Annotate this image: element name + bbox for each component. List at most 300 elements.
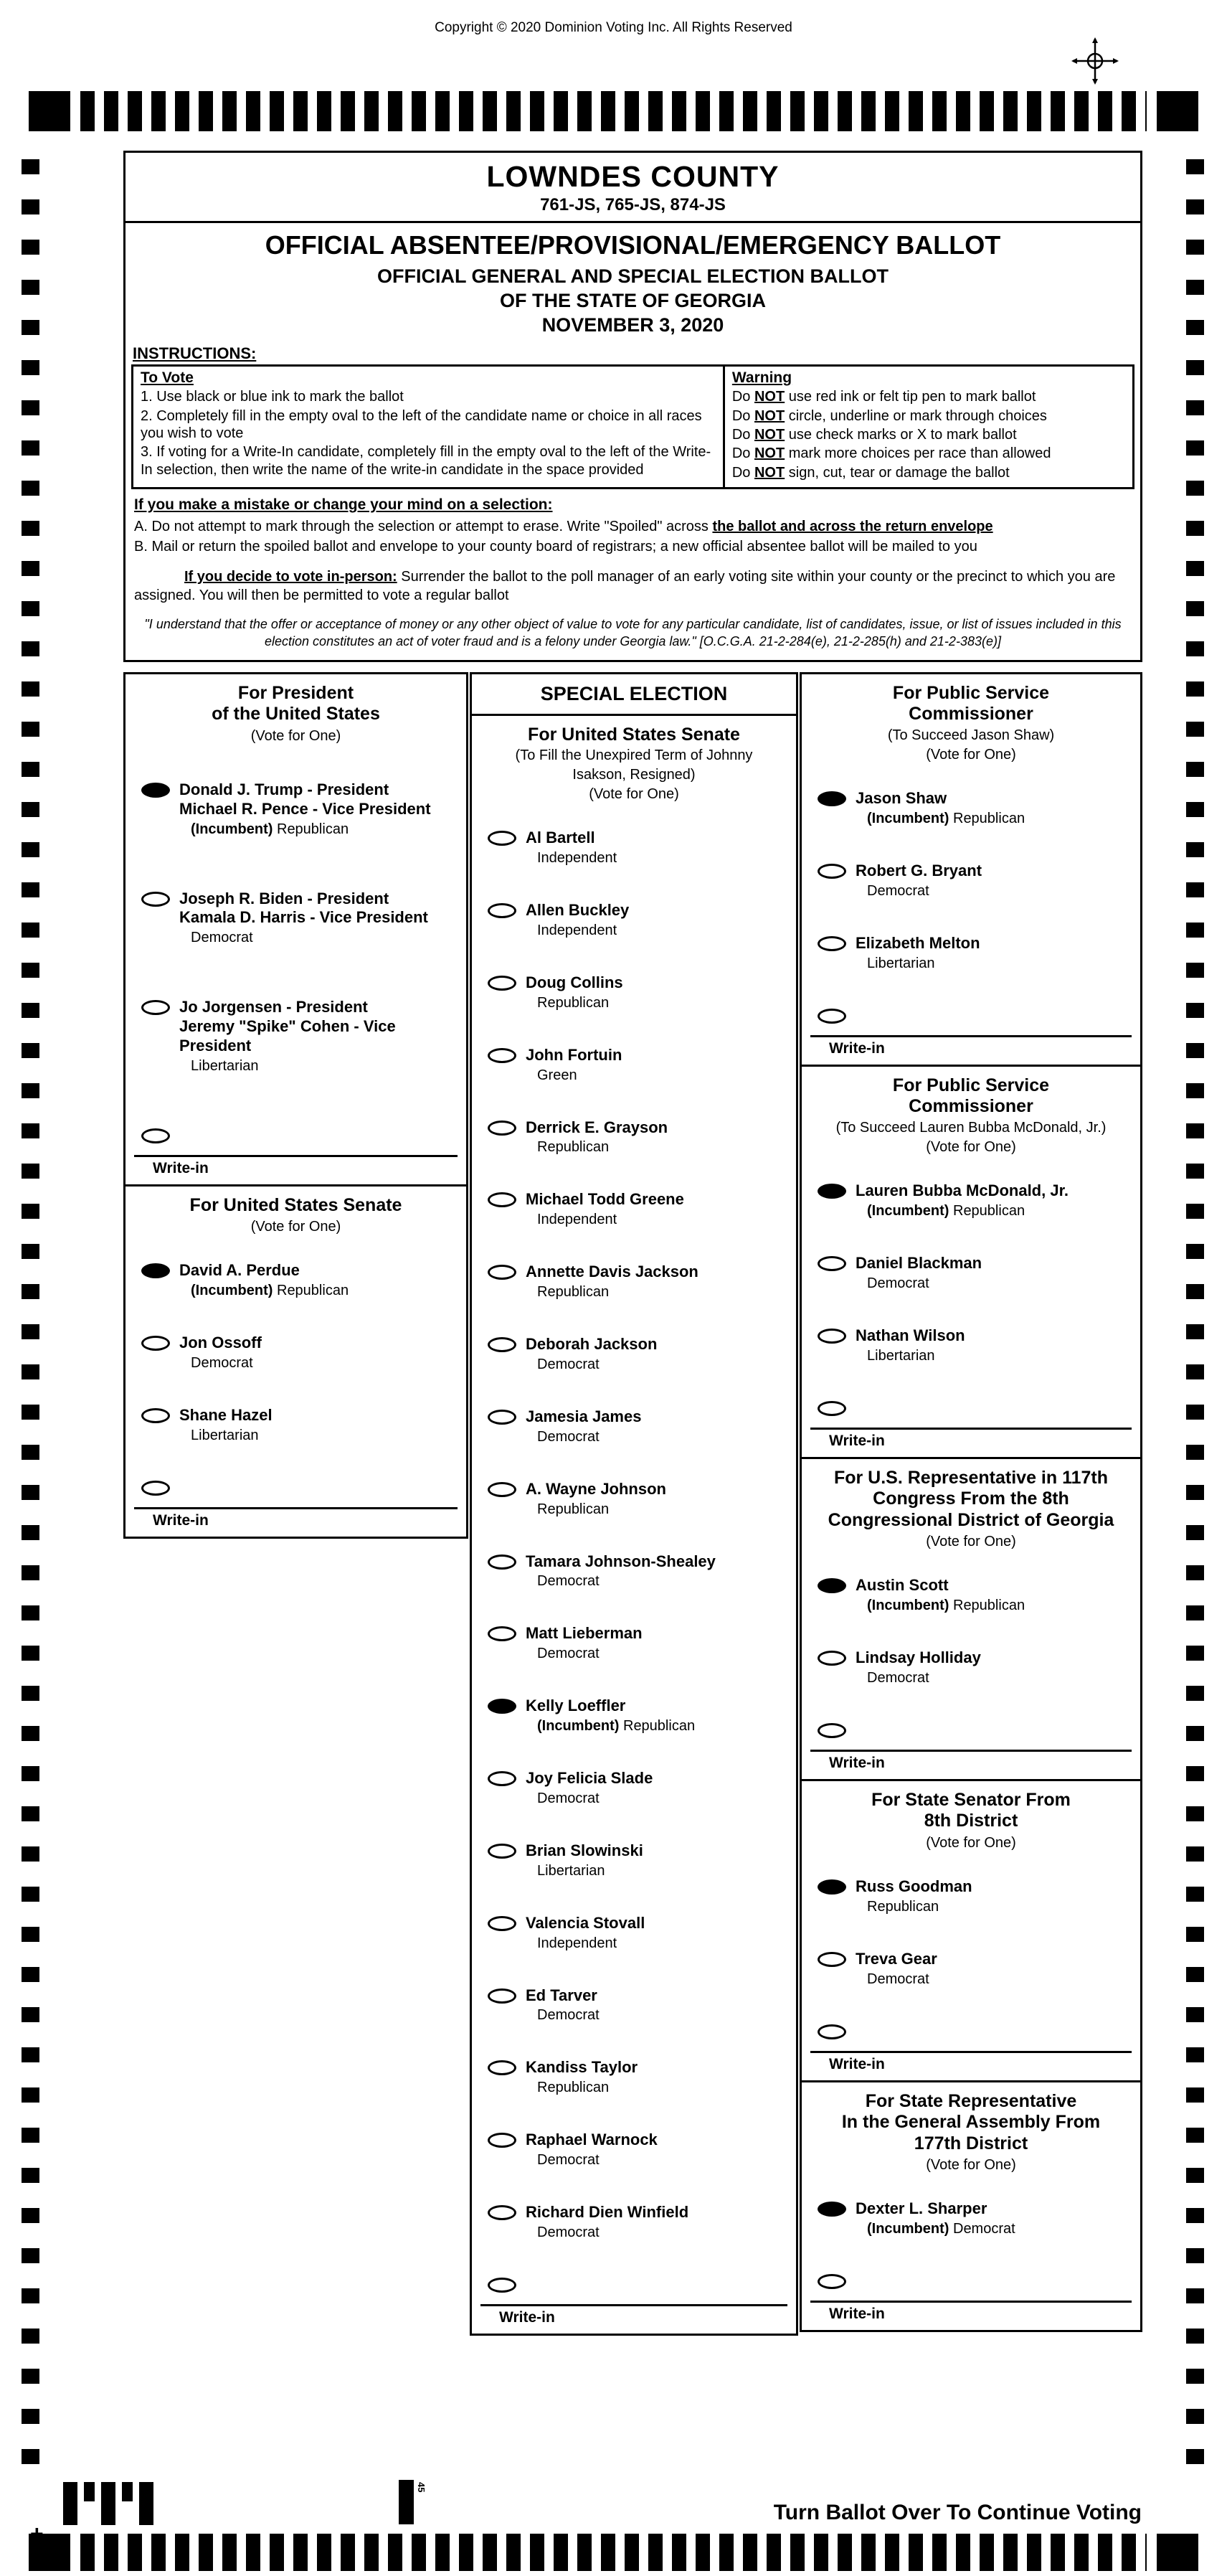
candidate-party: Democrat xyxy=(867,883,929,900)
stub-barcode xyxy=(63,2482,160,2525)
candidate-row xyxy=(141,998,466,1074)
timing-marks-top xyxy=(29,91,1198,131)
candidate-row xyxy=(488,2203,796,2241)
write-in-row xyxy=(141,1126,466,1143)
candidate-party: Libertarian xyxy=(191,1057,259,1074)
candidate-party: (Incumbent) Republican xyxy=(537,1718,696,1735)
candidate-row xyxy=(141,890,466,947)
write-in-oval[interactable] xyxy=(141,1128,170,1143)
vote-for-instruction: (Vote for One) xyxy=(926,1534,1016,1550)
vote-for-instruction: (Vote for One) xyxy=(589,786,679,803)
ballot-oval-empty[interactable] xyxy=(141,1000,170,1015)
instructions-label: INSTRUCTIONS: xyxy=(133,344,257,363)
contest-candidates xyxy=(802,1854,1140,2039)
contest-header xyxy=(125,674,466,747)
contest-title: For Public Service xyxy=(892,1075,1050,1095)
candidate-row xyxy=(488,1046,796,1084)
vote-for-instruction: (Vote for One) xyxy=(926,747,1016,763)
candidate-party: (Incumbent) Republican xyxy=(191,821,349,837)
candidate-text xyxy=(526,1769,657,1807)
candidate-row xyxy=(141,780,466,838)
ballot-oval-empty[interactable] xyxy=(488,1988,516,2004)
candidate-party: Independent xyxy=(537,850,617,867)
candidate-name: Lauren Bubba McDonald, Jr. xyxy=(856,1181,1069,1200)
warning-item: Do NOT circle, underline or mark through choices xyxy=(731,407,1047,424)
write-in-row xyxy=(488,2275,796,2293)
contest-title: In the General Assembly From xyxy=(841,2112,1101,2133)
warning-section xyxy=(723,367,1132,487)
ballot-oval-empty[interactable] xyxy=(818,1651,846,1666)
candidate-name: Jon Ossoff xyxy=(179,1334,262,1352)
ballot-oval-empty[interactable] xyxy=(488,1482,516,1497)
contest-candidates xyxy=(802,766,1140,1023)
mistake-item-b: B. Mail or return the spoiled ballot and envelope to your county board of registrars; a new official absentee ballot will be mailed to you xyxy=(134,539,977,555)
write-in-oval[interactable] xyxy=(141,1481,170,1496)
county-name: LOWNDES COUNTY xyxy=(486,160,780,193)
write-in-label: Write-in xyxy=(829,1432,885,1449)
candidate-name: Russ Goodman xyxy=(856,1877,972,1895)
ballot-oval-filled[interactable] xyxy=(818,1578,846,1593)
ballot-oval-empty[interactable] xyxy=(818,936,846,951)
write-in-label: Write-in xyxy=(153,1159,209,1176)
write-in-label: Write-in xyxy=(153,1511,209,1529)
ballot-oval-empty[interactable] xyxy=(488,976,516,991)
candidate-name: Nathan Wilson xyxy=(856,1326,965,1344)
candidate-text xyxy=(856,1254,986,1292)
to-vote-item: 3. If voting for a Write-In candidate, completely fill in the empty oval to the left of the Write-In selection, then write the name of the write-in candidate in the space provided xyxy=(141,444,711,478)
write-in-row xyxy=(141,1478,466,1496)
candidate-name: Joseph R. Biden - President xyxy=(179,889,389,907)
contest-note: (To Succeed Lauren Bubba McDonald, Jr.) xyxy=(835,1119,1107,1136)
ballot-content xyxy=(123,151,1142,2336)
contest-title: 8th District xyxy=(924,1811,1018,1831)
candidate-row xyxy=(141,1261,466,1299)
ballot-oval-empty[interactable] xyxy=(818,1256,846,1271)
candidate-name: Tamara Johnson-Shealey xyxy=(526,1552,716,1570)
candidate-row xyxy=(488,2058,796,2096)
ballot-oval-empty[interactable] xyxy=(488,1120,516,1136)
contest-box xyxy=(800,672,1142,1067)
candidate-row xyxy=(488,2131,796,2169)
write-in-label: Write-in xyxy=(829,2305,885,2322)
candidate-row xyxy=(488,1552,796,1590)
vote-for-instruction: (Vote for One) xyxy=(250,1219,341,1235)
candidate-row xyxy=(488,1697,796,1735)
contest-title: For U.S. Representative in 117th xyxy=(833,1467,1109,1488)
write-in-oval[interactable] xyxy=(818,2024,846,2039)
vote-for-instruction: (Vote for One) xyxy=(926,2157,1016,2174)
candidate-text xyxy=(856,1576,1029,1614)
ballot-oval-empty[interactable] xyxy=(141,1408,170,1423)
instructions-box xyxy=(131,364,1134,489)
ballot-column-3 xyxy=(800,672,1142,2332)
candidate-name: Elizabeth Melton xyxy=(856,934,980,953)
contest-header xyxy=(802,1067,1140,1159)
ballot-oval-empty[interactable] xyxy=(488,1554,516,1570)
ballot-oval-empty[interactable] xyxy=(488,2133,516,2148)
ballot-oval-empty[interactable] xyxy=(818,1952,846,1967)
candidate-name: Kamala D. Harris - Vice President xyxy=(179,908,428,927)
warning-item: Do NOT mark more choices per race than allowed xyxy=(731,445,1051,462)
contest-header xyxy=(802,1781,1140,1854)
legal-notice: "I understand that the offer or acceptance of money or any other object of value to vote for any particular candidate, list of candidates, issue, or list of issues included in this election constitutes an act of voter fraud and is a felony under Georgia law." [O.C.G.A. 21-2-284(e), 21-2-285(h) and 21-2-383(e)] xyxy=(144,617,1122,648)
contest-box xyxy=(123,672,468,1186)
mistake-section xyxy=(125,489,1140,557)
contest-header xyxy=(802,2082,1140,2177)
contest-box xyxy=(800,1779,1142,2082)
candidate-name: Derrick E. Grayson xyxy=(526,1118,668,1136)
ballot-oval-empty[interactable] xyxy=(488,2060,516,2075)
contest-title: For State Representative xyxy=(865,2090,1077,2111)
candidate-text xyxy=(526,1046,626,1084)
contest-box xyxy=(123,1184,468,1539)
to-vote-item: 2. Completely fill in the empty oval to the left of the candidate name or choice in all races you wish to vote xyxy=(141,407,702,442)
candidate-party: Democrat xyxy=(537,1428,600,1445)
candidate-name: Shane Hazel xyxy=(179,1405,273,1424)
candidate-party: Democrat xyxy=(867,1275,929,1291)
candidate-text xyxy=(179,1261,353,1299)
candidate-name: John Fortuin xyxy=(526,1045,622,1064)
special-election-header: SPECIAL ELECTION xyxy=(470,672,798,716)
candidate-party: Democrat xyxy=(537,1573,600,1590)
contest-title: Congress From the 8th xyxy=(873,1488,1069,1509)
precinct-codes: 761-JS, 765-JS, 874-JS xyxy=(125,194,1140,223)
candidate-party: Independent xyxy=(537,1935,617,1951)
ballot-oval-empty[interactable] xyxy=(488,1048,516,1063)
contest-title: Commissioner xyxy=(909,704,1033,725)
candidate-party: Republican xyxy=(537,1501,610,1517)
candidate-name: Jamesia James xyxy=(526,1407,642,1425)
candidate-text xyxy=(526,1697,699,1735)
candidate-name: Annette Davis Jackson xyxy=(526,1263,698,1281)
candidate-party: Libertarian xyxy=(867,955,935,971)
candidate-text xyxy=(526,1841,648,1879)
candidate-text xyxy=(526,2058,642,2096)
ballot-oval-filled[interactable] xyxy=(818,1879,846,1895)
contest-header xyxy=(472,716,796,806)
vote-for-instruction: (Vote for One) xyxy=(926,1834,1016,1851)
candidate-text xyxy=(856,1877,977,1915)
contest-candidates xyxy=(802,1553,1140,1738)
candidate-party: Democrat xyxy=(537,1790,600,1806)
ballot-column-2 xyxy=(470,672,798,2336)
write-in-oval[interactable] xyxy=(818,1723,846,1738)
candidate-party: Democrat xyxy=(191,1354,253,1371)
candidate-text xyxy=(856,1326,970,1364)
candidate-row xyxy=(488,1480,796,1518)
candidate-party: (Incumbent) Democrat xyxy=(867,2220,1015,2237)
timing-marks-left xyxy=(22,159,39,2471)
candidate-name: Jason Shaw xyxy=(856,789,947,808)
warning-item: Do NOT use red ink or felt tip pen to mark ballot xyxy=(731,389,1036,405)
candidate-text xyxy=(856,1181,1073,1219)
in-person-section: If you decide to vote in-person: Surrender the ballot to the poll manager of an early voting site within your county or the precinct to which you are assigned. You will then be permitted to vote a regular ballot xyxy=(134,569,1116,604)
ballot-oval-filled[interactable] xyxy=(488,1699,516,1714)
candidate-party: (Incumbent) Republican xyxy=(867,1203,1025,1219)
ballot-oval-filled[interactable] xyxy=(818,2202,846,2217)
copyright-notice: Copyright © 2020 Dominion Voting Inc. All Rights Reserved xyxy=(435,20,792,35)
contest-header xyxy=(802,1459,1140,1554)
write-in-oval[interactable] xyxy=(488,2278,516,2293)
candidate-party: Democrat xyxy=(537,2152,600,2168)
candidate-party: Democrat xyxy=(867,1669,929,1686)
candidate-row xyxy=(488,1118,796,1156)
write-in-row xyxy=(818,1399,1140,1416)
contest-box xyxy=(800,2080,1142,2332)
candidate-row xyxy=(141,1334,466,1372)
candidate-row xyxy=(818,1326,1140,1364)
candidate-row xyxy=(488,1263,796,1301)
candidate-party: (Incumbent) Republican xyxy=(867,1598,1025,1614)
candidate-name: Michael Todd Greene xyxy=(526,1190,684,1209)
candidate-row xyxy=(818,1576,1140,1614)
to-vote-item: 1. Use black or blue ink to mark the ballot xyxy=(141,389,404,405)
candidate-text xyxy=(526,1190,688,1228)
election-date: NOVEMBER 3, 2020 xyxy=(541,313,724,336)
write-in-label: Write-in xyxy=(829,1039,885,1057)
candidate-text xyxy=(526,829,621,867)
candidate-text xyxy=(856,2199,1020,2237)
ballot-header-box xyxy=(123,151,1142,662)
candidate-name: Ed Tarver xyxy=(526,1986,597,2004)
candidate-row xyxy=(488,1624,796,1662)
write-in-label: Write-in xyxy=(829,1754,885,1771)
ballot-oval-filled[interactable] xyxy=(818,1184,846,1199)
ballot-oval-empty[interactable] xyxy=(818,1329,846,1344)
candidate-name: Brian Slowinski xyxy=(526,1841,643,1859)
write-in-oval[interactable] xyxy=(818,1009,846,1024)
candidate-text xyxy=(526,1118,672,1156)
candidate-text xyxy=(526,2203,693,2241)
candidate-name: Richard Dien Winfield xyxy=(526,2203,689,2221)
ballot-oval-filled[interactable] xyxy=(141,783,170,798)
write-in-label: Write-in xyxy=(499,2308,555,2326)
candidate-text xyxy=(856,934,985,972)
candidate-name: Michael R. Pence - Vice President xyxy=(179,799,431,818)
mistake-title: If you make a mistake or change your mind on a selection: xyxy=(134,496,553,514)
candidate-text xyxy=(526,1986,604,2024)
candidate-party: (Incumbent) Republican xyxy=(191,1283,349,1299)
candidate-party: Democrat xyxy=(537,2007,600,2024)
candidate-text xyxy=(526,1480,671,1518)
candidate-row xyxy=(818,1648,1140,1686)
candidate-name: Jeremy "Spike" Cohen - Vice President xyxy=(179,1017,396,1055)
candidate-text xyxy=(526,901,633,939)
contest-candidates xyxy=(125,1238,466,1495)
candidate-name: Raphael Warnock xyxy=(526,2131,658,2149)
candidate-name: Kandiss Taylor xyxy=(526,2058,638,2077)
ballot-column-1 xyxy=(123,672,468,1539)
candidate-name: Allen Buckley xyxy=(526,901,630,920)
candidate-row xyxy=(818,934,1140,972)
candidate-row xyxy=(818,1877,1140,1915)
candidate-text xyxy=(856,862,986,900)
candidate-party: Libertarian xyxy=(537,1862,605,1879)
ballot-oval-empty[interactable] xyxy=(488,1410,516,1425)
candidate-party: Republican xyxy=(537,1139,610,1156)
write-in-oval[interactable] xyxy=(818,1401,846,1416)
candidate-name: Donald J. Trump - President xyxy=(179,780,389,798)
candidate-row xyxy=(818,1254,1140,1292)
election-title-line1: OFFICIAL GENERAL AND SPECIAL ELECTION BALLOT xyxy=(376,265,889,287)
candidate-text xyxy=(526,973,627,1011)
candidate-text xyxy=(179,890,432,947)
candidate-party: Republican xyxy=(537,2080,610,2096)
candidate-party: Democrat xyxy=(191,930,253,946)
contest-title: Congressional District of Georgia xyxy=(828,1509,1114,1530)
candidate-row xyxy=(488,973,796,1011)
candidate-name: A. Wayne Johnson xyxy=(526,1479,666,1498)
warning-item: Do NOT use check marks or X to mark ballot xyxy=(731,427,1017,443)
write-in-label: Write-in xyxy=(829,2055,885,2072)
ballot-oval-empty[interactable] xyxy=(488,1771,516,1786)
ballot-oval-empty[interactable] xyxy=(818,864,846,879)
candidate-row xyxy=(488,1407,796,1445)
candidate-row xyxy=(818,2199,1140,2237)
candidate-row xyxy=(488,1914,796,1952)
warning-title: Warning xyxy=(731,369,792,387)
stub-number: 45 xyxy=(416,2482,427,2493)
contest-candidates xyxy=(125,747,466,1143)
ballot-oval-filled[interactable] xyxy=(818,791,846,806)
ballot-type-title: OFFICIAL ABSENTEE/PROVISIONAL/EMERGENCY BALLOT xyxy=(265,230,1001,260)
contest-note: Isakson, Resigned) xyxy=(572,766,696,783)
candidate-name: Al Bartell xyxy=(526,829,595,847)
candidate-row xyxy=(818,862,1140,900)
ballot-oval-empty[interactable] xyxy=(488,903,516,918)
candidate-text xyxy=(526,1552,720,1590)
timing-marks-bottom xyxy=(29,2534,1198,2571)
contest-header xyxy=(125,1186,466,1239)
registration-crosshair-icon xyxy=(1071,37,1119,85)
contest-title: 177th District xyxy=(914,2133,1028,2153)
election-title-line2: OF THE STATE OF GEORGIA xyxy=(500,289,766,311)
candidate-row xyxy=(488,1841,796,1879)
ballot-oval-empty[interactable] xyxy=(488,1192,516,1207)
candidate-name: Daniel Blackman xyxy=(856,1254,982,1273)
contest-candidates xyxy=(802,1159,1140,1415)
candidate-row xyxy=(488,829,796,867)
contest-candidates xyxy=(472,806,796,2293)
candidate-name: Austin Scott xyxy=(856,1576,949,1595)
candidate-party: Libertarian xyxy=(191,1427,259,1443)
contest-box xyxy=(800,1457,1142,1781)
contest-candidates xyxy=(802,2176,1140,2289)
candidate-text xyxy=(856,1950,942,1988)
candidate-row xyxy=(488,1190,796,1228)
candidate-name: Matt Lieberman xyxy=(526,1624,643,1643)
ballot-oval-filled[interactable] xyxy=(141,1263,170,1278)
stub-mark xyxy=(399,2480,414,2524)
candidate-text xyxy=(179,780,435,838)
candidate-name: Treva Gear xyxy=(856,1949,937,1968)
turn-ballot-over-text: Turn Ballot Over To Continue Voting xyxy=(773,2501,1142,2524)
candidate-row xyxy=(488,1986,796,2024)
ballot-oval-empty[interactable] xyxy=(488,1626,516,1641)
candidate-name: Valencia Stovall xyxy=(526,1913,645,1932)
contest-note: (To Fill the Unexpired Term of Johnny xyxy=(515,747,753,764)
warning-item: Do NOT sign, cut, tear or damage the ballot xyxy=(731,464,1010,481)
ballot-oval-empty[interactable] xyxy=(488,1844,516,1859)
ballot-oval-empty[interactable] xyxy=(488,831,516,846)
contest-columns xyxy=(123,672,1142,2336)
write-in-oval[interactable] xyxy=(818,2274,846,2289)
timing-marks-right xyxy=(1186,159,1204,2471)
to-vote-title: To Vote xyxy=(141,369,194,387)
contest-title: For United States Senate xyxy=(189,1194,402,1215)
vote-for-instruction: (Vote for One) xyxy=(926,1139,1016,1156)
write-in-row xyxy=(818,1006,1140,1024)
candidate-text xyxy=(526,1335,661,1373)
candidate-text xyxy=(526,1914,649,1952)
contest-title: Commissioner xyxy=(909,1096,1033,1117)
ballot-oval-empty[interactable] xyxy=(488,1265,516,1280)
candidate-row xyxy=(488,901,796,939)
candidate-party: Republican xyxy=(537,994,610,1011)
contest-box xyxy=(470,714,798,2336)
candidate-name: Joy Felicia Slade xyxy=(526,1769,653,1788)
contest-note: (To Succeed Jason Shaw) xyxy=(887,727,1055,743)
ballot-oval-empty[interactable] xyxy=(488,2205,516,2220)
candidate-text xyxy=(179,1334,266,1372)
candidate-row xyxy=(488,1335,796,1373)
write-in-row xyxy=(818,2022,1140,2039)
candidate-party: Democrat xyxy=(537,2224,600,2240)
contest-title: For United States Senate xyxy=(528,724,740,745)
candidate-name: Jo Jorgensen - President xyxy=(179,998,368,1016)
candidate-row xyxy=(488,1769,796,1807)
contest-title: of the United States xyxy=(212,704,380,725)
vote-for-instruction: (Vote for One) xyxy=(250,727,341,744)
candidate-row xyxy=(818,1950,1140,1988)
candidate-name: David A. Perdue xyxy=(179,1261,300,1280)
write-in-row xyxy=(818,1721,1140,1738)
candidate-name: Doug Collins xyxy=(526,973,623,991)
ballot-oval-empty[interactable] xyxy=(488,1916,516,1931)
candidate-party: Democrat xyxy=(537,1646,600,1662)
candidate-text xyxy=(856,1648,985,1686)
candidate-text xyxy=(179,1406,277,1444)
candidate-row xyxy=(141,1406,466,1444)
contest-title: For Public Service xyxy=(892,682,1050,703)
candidate-name: Deborah Jackson xyxy=(526,1335,658,1354)
candidate-name: Robert G. Bryant xyxy=(856,862,982,880)
candidate-party: Libertarian xyxy=(867,1347,935,1364)
candidate-row xyxy=(818,1181,1140,1219)
candidate-party: (Incumbent) Republican xyxy=(867,811,1025,827)
candidate-party: Independent xyxy=(537,1212,617,1228)
ballot-oval-empty[interactable] xyxy=(141,892,170,907)
candidate-text xyxy=(526,1407,645,1445)
write-in-row xyxy=(818,2272,1140,2289)
ballot-oval-empty[interactable] xyxy=(141,1336,170,1351)
candidate-party: Green xyxy=(537,1067,577,1083)
candidate-text xyxy=(856,789,1029,827)
candidate-name: Kelly Loeffler xyxy=(526,1697,626,1715)
candidate-name: Lindsay Holliday xyxy=(856,1648,981,1667)
candidate-party: Republican xyxy=(867,1898,939,1915)
candidate-text xyxy=(179,998,466,1074)
contest-box xyxy=(800,1065,1142,1459)
ballot-oval-empty[interactable] xyxy=(488,1337,516,1352)
to-vote-section xyxy=(133,367,723,487)
contest-title: For President xyxy=(237,682,354,703)
candidate-row xyxy=(818,789,1140,827)
candidate-text xyxy=(526,1624,647,1662)
candidate-name: Dexter L. Sharper xyxy=(856,2199,987,2218)
contest-title: For State Senator From xyxy=(871,1789,1071,1810)
candidate-party: Democrat xyxy=(867,1971,929,1987)
